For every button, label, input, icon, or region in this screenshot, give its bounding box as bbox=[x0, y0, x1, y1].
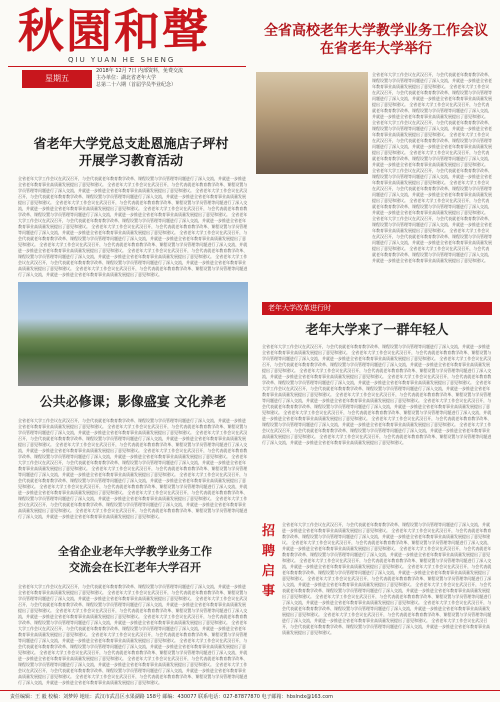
right-article-body: 全省老年大学工作会议在武汉召开，与会代表就老年教育教学改革、课程设置与学员管理等问题进行了深入交流，并就进一步推进全省老年教育事业高质量发展提出了意见和建议。 全省老年大学工作会议在武汉召开，与会代表就老年教育教学改革、课程设置与学员管理等问题进行了深入交流，并就进一步推进全省老年教育事业高质量发展提出了意见和建议。 全省老年大学工作会议在武汉召开，与会代表就老年教育教学改革、课程设置与学员管理等问题进行了深入交流，并就进一步推进全省老年教育事业高质量发展提出了意见和建议。 全省老年大学工作会议在武汉召开，与会代表就老年教育教学改革、课程设置与学员管理等问题进行了深入交流，并就进一步推进全省老年教育事业高质量发展提出了意见和建议。 全省老年大学工作会议在武汉召开，与会代表就老年教育教学改革、课程设置与学员管理等问题进行了深入交流，并就进一步推进全省老年教育事业高质量发展提出了意见和建议。 全省老年大学工作会议在武汉召开，与会代表就老年教育教学改革、课程设置与学员管理等问题进行了深入交流，并就进一步推进全省老年教育事业高质量发展提出了意见和建议。 全省老年大学工作会议在武汉召开，与会代表就老年教育教学改革、课程设置与学员管理等问题进行了深入交流，并就进一步推进全省老年教育事业高质量发展提出了意见和建议。 全省老年大学工作会议在武汉召开，与会代表就老年教育教学改革、课程设置与学员管理等问题进行了深入交流，并就进一步推进全省老年教育事业高质量发展提出了意见和建议。 全省老年大学工作会议在武汉召开，与会代表就老年教育教学改革、课程设置与学员管理等问题进行了深入交流，并就进一步推进全省老年教育事业高质量发展提出了意见和建议。 全省老年大学工作会议在武汉召开，与会代表就老年教育教学改革、课程设置与学员管理等问题进行了深入交流，并就进一步推进全省老年教育事业高质量发展提出了意见和建议。 全省老年大学工作会议在武汉召开，与会代表就老年教育教学改革、课程设置与学员管理等问题进行了深入交流，并就进一步推进全省老年教育事业高质量发展提出了意见和建议。 全省老年大学工作会议在武汉召开，与会代表就老年教育教学改革、课程设置与学员管理等问题进行了深入交流，并就进一步推进全省老年教育事业高质量发展提出了意见和建议。 bbox=[262, 344, 492, 445]
headline-banner bbox=[258, 22, 494, 58]
masthead-meta bbox=[96, 68, 256, 89]
group-photo bbox=[18, 282, 248, 386]
low-article-body: 全省老年大学工作会议在武汉召开，与会代表就老年教育教学改革、课程设置与学员管理等问题进行了深入交流，并就进一步推进全省老年教育事业高质量发展提出了意见和建议。 全省老年大学工作会议在武汉召开，与会代表就老年教育教学改革、课程设置与学员管理等问题进行了深入交流，并就进一步推进全省老年教育事业高质量发展提出了意见和建议。 全省老年大学工作会议在武汉召开，与会代表就老年教育教学改革、课程设置与学员管理等问题进行了深入交流，并就进一步推进全省老年教育事业高质量发展提出了意见和建议。 全省老年大学工作会议在武汉召开，与会代表就老年教育教学改革、课程设置与学员管理等问题进行了深入交流，并就进一步推进全省老年教育事业高质量发展提出了意见和建议。 全省老年大学工作会议在武汉召开，与会代表就老年教育教学改革、课程设置与学员管理等问题进行了深入交流，并就进一步推进全省老年教育事业高质量发展提出了意见和建议。 全省老年大学工作会议在武汉召开，与会代表就老年教育教学改革、课程设置与学员管理等问题进行了深入交流，并就进一步推进全省老年教育事业高质量发展提出了意见和建议。 全省老年大学工作会议在武汉召开，与会代表就老年教育教学改革、课程设置与学员管理等问题进行了深入交流，并就进一步推进全省老年教育事业高质量发展提出了意见和建议。 全省老年大学工作会议在武汉召开，与会代表就老年教育教学改革、课程设置与学员管理等问题进行了深入交流，并就进一步推进全省老年教育事业高质量发展提出了意见和建议。 全省老年大学工作会议在武汉召开，与会代表就老年教育教学改革、课程设置与学员管理等问题进行了深入交流，并就进一步推进全省老年教育事业高质量发展提出了意见和建议。 全省老年大学工作会议在武汉召开，与会代表就老年教育教学改革、课程设置与学员管理等问题进行了深入交流，并就进一步推进全省老年教育事业高质量发展提出了意见和建议。 全省老年大学工作会议在武汉召开，与会代表就老年教育教学改革、课程设置与学员管理等问题进行了深入交流，并就进一步推进全省老年教育事业高质量发展提出了意见和建议。 全省老年大学工作会议在武汉召开，与会代表就老年教育教学改革、课程设置与学员管理等问题进行了深入交流，并就进一步推进全省老年教育事业高质量发展提出了意见和建议。 bbox=[18, 584, 248, 685]
masthead-pinyin: QIU YUAN HE SHENG bbox=[68, 56, 176, 64]
mid-headline: 公共必修课；影像盛宴 文化养老 bbox=[39, 395, 227, 410]
lead-headline bbox=[18, 136, 244, 170]
banner-line-2: 在省老年大学举行 bbox=[320, 41, 432, 57]
low-headline-line-2: 交流会在长江老年大学召开 bbox=[69, 561, 201, 574]
lead-article-body: 全省老年大学工作会议在武汉召开，与会代表就老年教育教学改革、课程设置与学员管理等问题进行了深入交流，并就进一步推进全省老年教育事业高质量发展提出了意见和建议。 全省老年大学工作会议在武汉召开，与会代表就老年教育教学改革、课程设置与学员管理等问题进行了深入交流，并就进一步推进全省老年教育事业高质量发展提出了意见和建议。 全省老年大学工作会议在武汉召开，与会代表就老年教育教学改革、课程设置与学员管理等问题进行了深入交流，并就进一步推进全省老年教育事业高质量发展提出了意见和建议。 全省老年大学工作会议在武汉召开，与会代表就老年教育教学改革、课程设置与学员管理等问题进行了深入交流，并就进一步推进全省老年教育事业高质量发展提出了意见和建议。 全省老年大学工作会议在武汉召开，与会代表就老年教育教学改革、课程设置与学员管理等问题进行了深入交流，并就进一步推进全省老年教育事业高质量发展提出了意见和建议。 全省老年大学工作会议在武汉召开，与会代表就老年教育教学改革、课程设置与学员管理等问题进行了深入交流，并就进一步推进全省老年教育事业高质量发展提出了意见和建议。 全省老年大学工作会议在武汉召开，与会代表就老年教育教学改革、课程设置与学员管理等问题进行了深入交流，并就进一步推进全省老年教育事业高质量发展提出了意见和建议。 全省老年大学工作会议在武汉召开，与会代表就老年教育教学改革、课程设置与学员管理等问题进行了深入交流，并就进一步推进全省老年教育事业高质量发展提出了意见和建议。 全省老年大学工作会议在武汉召开，与会代表就老年教育教学改革、课程设置与学员管理等问题进行了深入交流，并就进一步推进全省老年教育事业高质量发展提出了意见和建议。 全省老年大学工作会议在武汉召开，与会代表就老年教育教学改革、课程设置与学员管理等问题进行了深入交流，并就进一步推进全省老年教育事业高质量发展提出了意见和建议。 全省老年大学工作会议在武汉召开，与会代表就老年教育教学改革、课程设置与学员管理等问题进行了深入交流，并就进一步推进全省老年教育事业高质量发展提出了意见和建议。 全省老年大学工作会议在武汉召开，与会代表就老年教育教学改革、课程设置与学员管理等问题进行了深入交流，并就进一步推进全省老年教育事业高质量发展提出了意见和建议。 bbox=[18, 176, 248, 277]
banner-article-body: 全省老年大学工作会议在武汉召开，与会代表就老年教育教学改革、课程设置与学员管理等问题进行了深入交流，并就进一步推进全省老年教育事业高质量发展提出了意见和建议。 全省老年大学工作会议在武汉召开，与会代表就老年教育教学改革、课程设置与学员管理等问题进行了深入交流，并就进一步推进全省老年教育事业高质量发展提出了意见和建议。 全省老年大学工作会议在武汉召开，与会代表就老年教育教学改革、课程设置与学员管理等问题进行了深入交流，并就进一步推进全省老年教育事业高质量发展提出了意见和建议。 全省老年大学工作会议在武汉召开，与会代表就老年教育教学改革、课程设置与学员管理等问题进行了深入交流，并就进一步推进全省老年教育事业高质量发展提出了意见和建议。 全省老年大学工作会议在武汉召开，与会代表就老年教育教学改革、课程设置与学员管理等问题进行了深入交流，并就进一步推进全省老年教育事业高质量发展提出了意见和建议。 全省老年大学工作会议在武汉召开，与会代表就老年教育教学改革、课程设置与学员管理等问题进行了深入交流，并就进一步推进全省老年教育事业高质量发展提出了意见和建议。 全省老年大学工作会议在武汉召开，与会代表就老年教育教学改革、课程设置与学员管理等问题进行了深入交流，并就进一步推进全省老年教育事业高质量发展提出了意见和建议。 全省老年大学工作会议在武汉召开，与会代表就老年教育教学改革、课程设置与学员管理等问题进行了深入交流，并就进一步推进全省老年教育事业高质量发展提出了意见和建议。 全省老年大学工作会议在武汉召开，与会代表就老年教育教学改革、课程设置与学员管理等问题进行了深入交流，并就进一步推进全省老年教育事业高质量发展提出了意见和建议。 全省老年大学工作会议在武汉召开，与会代表就老年教育教学改革、课程设置与学员管理等问题进行了深入交流，并就进一步推进全省老年教育事业高质量发展提出了意见和建议。 全省老年大学工作会议在武汉召开，与会代表就老年教育教学改革、课程设置与学员管理等问题进行了深入交流，并就进一步推进全省老年教育事业高质量发展提出了意见和建议。 全省老年大学工作会议在武汉召开，与会代表就老年教育教学改革、课程设置与学员管理等问题进行了深入交流，并就进一步推进全省老年教育事业高质量发展提出了意见和建议。 bbox=[372, 72, 492, 263]
mid-article-body: 全省老年大学工作会议在武汉召开，与会代表就老年教育教学改革、课程设置与学员管理等问题进行了深入交流，并就进一步推进全省老年教育事业高质量发展提出了意见和建议。 全省老年大学工作会议在武汉召开，与会代表就老年教育教学改革、课程设置与学员管理等问题进行了深入交流，并就进一步推进全省老年教育事业高质量发展提出了意见和建议。 全省老年大学工作会议在武汉召开，与会代表就老年教育教学改革、课程设置与学员管理等问题进行了深入交流，并就进一步推进全省老年教育事业高质量发展提出了意见和建议。 全省老年大学工作会议在武汉召开，与会代表就老年教育教学改革、课程设置与学员管理等问题进行了深入交流，并就进一步推进全省老年教育事业高质量发展提出了意见和建议。 全省老年大学工作会议在武汉召开，与会代表就老年教育教学改革、课程设置与学员管理等问题进行了深入交流，并就进一步推进全省老年教育事业高质量发展提出了意见和建议。 全省老年大学工作会议在武汉召开，与会代表就老年教育教学改革、课程设置与学员管理等问题进行了深入交流，并就进一步推进全省老年教育事业高质量发展提出了意见和建议。 全省老年大学工作会议在武汉召开，与会代表就老年教育教学改革、课程设置与学员管理等问题进行了深入交流，并就进一步推进全省老年教育事业高质量发展提出了意见和建议。 全省老年大学工作会议在武汉召开，与会代表就老年教育教学改革、课程设置与学员管理等问题进行了深入交流，并就进一步推进全省老年教育事业高质量发展提出了意见和建议。 全省老年大学工作会议在武汉召开，与会代表就老年教育教学改革、课程设置与学员管理等问题进行了深入交流，并就进一步推进全省老年教育事业高质量发展提出了意见和建议。 全省老年大学工作会议在武汉召开，与会代表就老年教育教学改革、课程设置与学员管理等问题进行了深入交流，并就进一步推进全省老年教育事业高质量发展提出了意见和建议。 全省老年大学工作会议在武汉召开，与会代表就老年教育教学改革、课程设置与学员管理等问题进行了深入交流，并就进一步推进全省老年教育事业高质量发展提出了意见和建议。 全省老年大学工作会议在武汉召开，与会代表就老年教育教学改革、课程设置与学员管理等问题进行了深入交流，并就进一步推进全省老年教育事业高质量发展提出了意见和建议。 bbox=[18, 418, 248, 519]
masthead-title: 秋園和聲 bbox=[18, 4, 210, 58]
section-bar: 老年大学改革进行时 bbox=[262, 302, 492, 315]
recruit-heading: 招聘启事 bbox=[262, 524, 276, 599]
lead-headline-line-2: 开展学习教育活动 bbox=[78, 154, 183, 169]
low-headline bbox=[30, 544, 240, 576]
masthead-rule bbox=[8, 66, 246, 67]
recruit-body: 全省老年大学工作会议在武汉召开，与会代表就老年教育教学改革、课程设置与学员管理等问题进行了深入交流，并就进一步推进全省老年教育事业高质量发展提出了意见和建议。 全省老年大学工作会议在武汉召开，与会代表就老年教育教学改革、课程设置与学员管理等问题进行了深入交流，并就进一步推进全省老年教育事业高质量发展提出了意见和建议。 全省老年大学工作会议在武汉召开，与会代表就老年教育教学改革、课程设置与学员管理等问题进行了深入交流，并就进一步推进全省老年教育事业高质量发展提出了意见和建议。 全省老年大学工作会议在武汉召开，与会代表就老年教育教学改革、课程设置与学员管理等问题进行了深入交流，并就进一步推进全省老年教育事业高质量发展提出了意见和建议。 全省老年大学工作会议在武汉召开，与会代表就老年教育教学改革、课程设置与学员管理等问题进行了深入交流，并就进一步推进全省老年教育事业高质量发展提出了意见和建议。 全省老年大学工作会议在武汉召开，与会代表就老年教育教学改革、课程设置与学员管理等问题进行了深入交流，并就进一步推进全省老年教育事业高质量发展提出了意见和建议。 全省老年大学工作会议在武汉召开，与会代表就老年教育教学改革、课程设置与学员管理等问题进行了深入交流，并就进一步推进全省老年教育事业高质量发展提出了意见和建议。 全省老年大学工作会议在武汉召开，与会代表就老年教育教学改革、课程设置与学员管理等问题进行了深入交流，并就进一步推进全省老年教育事业高质量发展提出了意见和建议。 全省老年大学工作会议在武汉召开，与会代表就老年教育教学改革、课程设置与学员管理等问题进行了深入交流，并就进一步推进全省老年教育事业高质量发展提出了意见和建议。 全省老年大学工作会议在武汉召开，与会代表就老年教育教学改革、课程设置与学员管理等问题进行了深入交流，并就进一步推进全省老年教育事业高质量发展提出了意见和建议。 全省老年大学工作会议在武汉召开，与会代表就老年教育教学改革、课程设置与学员管理等问题进行了深入交流，并就进一步推进全省老年教育事业高质量发展提出了意见和建议。 全省老年大学工作会议在武汉召开，与会代表就老年教育教学改革、课程设置与学员管理等问题进行了深入交流，并就进一步推进全省老年教育事业高质量发展提出了意见和建议。 bbox=[282, 522, 492, 635]
issue-weekday: 星期五 bbox=[22, 70, 92, 88]
meta-line-2: 主办单位：湖北省老年大学 bbox=[96, 75, 157, 81]
meeting-photo bbox=[256, 72, 368, 174]
meta-line-3: 总第二十六期（首届学员毕业纪念） bbox=[96, 82, 177, 88]
low-headline-line-1: 全省企业老年大学教学业务工作 bbox=[58, 545, 212, 558]
page-footer: 责任编辑：王 毅 校稿：刘梦婷 地址：武汉市武昌区水果湖路 158号 邮编：430077 联系电话：027-87877870 电子邮箱：hbslndx@163.com bbox=[0, 690, 500, 702]
masthead bbox=[8, 2, 248, 88]
right-headline: 老年大学来了一群年轻人 bbox=[305, 323, 449, 338]
lead-headline-line-1: 省老年大学党总支赴恩施店子坪村 bbox=[33, 137, 229, 152]
banner-line-1: 全省高校老年大学教学业务工作会议 bbox=[264, 23, 488, 39]
meta-line-1: 2018年 12月 7日 内部资料，免费交流 bbox=[96, 68, 184, 74]
